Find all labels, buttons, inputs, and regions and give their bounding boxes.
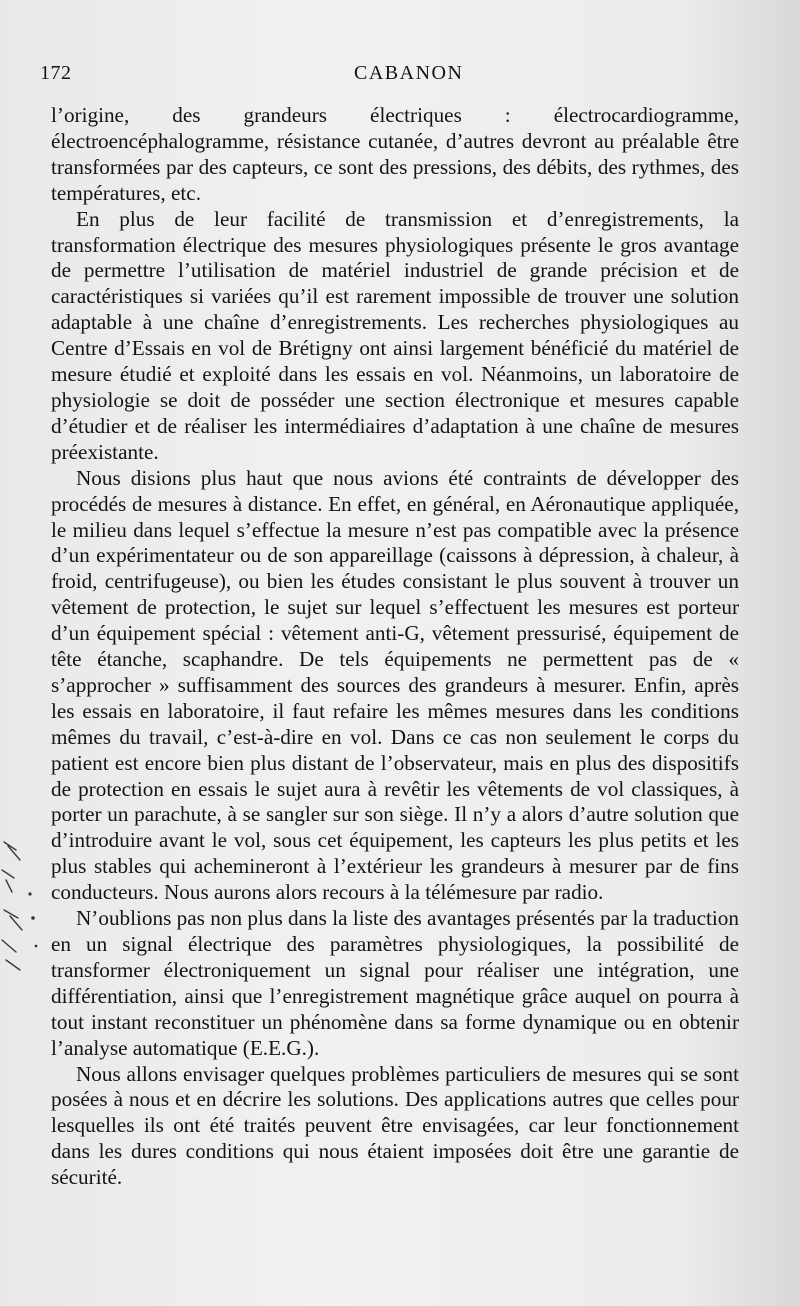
paragraph-5: Nous allons envisager quelques problèmes particuliers de mesures qui se sont posées à nous et en décrire les solutions. Des applications autres que celles pour lesquelles ils ont été traités peuvent être envisagées, car leur fonctionnement dans les dures conditions qui nous étaient imposées doit être une garantie de sécurité.: [51, 1061, 739, 1190]
paragraph-1: l’origine, des grandeurs électriques : électrocardiogramme, électroencéphalogramme, résistance cutanée, d’autres devront au préalable être transformées par des capteurs, ce sont des pressions, des débits, des rythmes, des températures, etc.: [51, 103, 739, 205]
running-head: CABANON: [354, 62, 464, 84]
paragraph-4: N’oublions pas non plus dans la liste des avantages présentés par la traduction en un signal électrique des paramètres physiologiques, la possibilité de transformer électroniquement un signal pour réaliser une intégration, une différentiation, ainsi que l’enregistrement magnétique grâce auquel on pourra à tout instant reconstituer un phénomène dans sa forme dynamique ou en obtenir l’analyse automatique (E.E.G.).: [51, 906, 739, 1060]
page-number: 172: [40, 62, 72, 84]
paragraph-2: En plus de leur facilité de transmission et d’enregistrements, la transformation électrique des mesures physiologiques présente le gros avantage de permettre l’utilisation de matériel industriel de grande précision et de caractéristiques si variées qu’il est rarement impossible de trouver une solution adaptable à une chaîne d’enregistrements. Les recherches physiologiques au Centre d’Essais en vol de Brétigny ont ainsi largement bénéficié du matériel de mesure étudié et exploité dans les essais en vol. Néanmoins, un laboratoire de physiologie se doit de posséder une section électronique et mesures capable d’étudier et de réaliser les intermédiaires d’adaptation à une chaîne de mesures préexistante.: [51, 206, 739, 464]
page-header: [40, 62, 760, 92]
margin-bleed-through-marks: [0, 820, 40, 1000]
body-text: [51, 103, 739, 1191]
paragraph-3: Nous disions plus haut que nous avions été contraints de développer des procédés de mesures à distance. En effet, en général, en Aéronautique appliquée, le milieu dans lequel s’effectue la mesure n’est pas compatible avec la présence d’un expérimentateur ou de son appareillage (caissons à dépression, à chaleur, à froid, centrifugeuse), ou bien les études consistant le plus souvent à trouver un vêtement de protection, le sujet sur lequel s’effectuent les mesures est porteur d’un équipement spécial : vêtement anti-G, vêtement pressurisé, équipement de tête étanche, scaphandre. De tels équipements ne permettent pas de « s’approcher » suffisamment des sources des grandeurs à mesurer. Enfin, après les essais en laboratoire, il faut refaire les mêmes mesures dans les conditions mêmes du travail, c’est-à-dire en vol. Dans ce cas non seulement le corps du patient est encore bien plus distant de l’observateur, mais en plus des dispositifs de protection en essais le sujet aura à revêtir les vêtements de vol classiques, à porter un parachute, à se sangler sur son siège. Il n’y a alors d’autre solution que d’introduire avant le vol, sous cet équipement, les capteurs les plus petits et les plus stables qui achemineront à l’extérieur les grandeurs à mesurer par de fins conducteurs. Nous aurons alors recours à la télémesure par radio.: [51, 465, 739, 905]
